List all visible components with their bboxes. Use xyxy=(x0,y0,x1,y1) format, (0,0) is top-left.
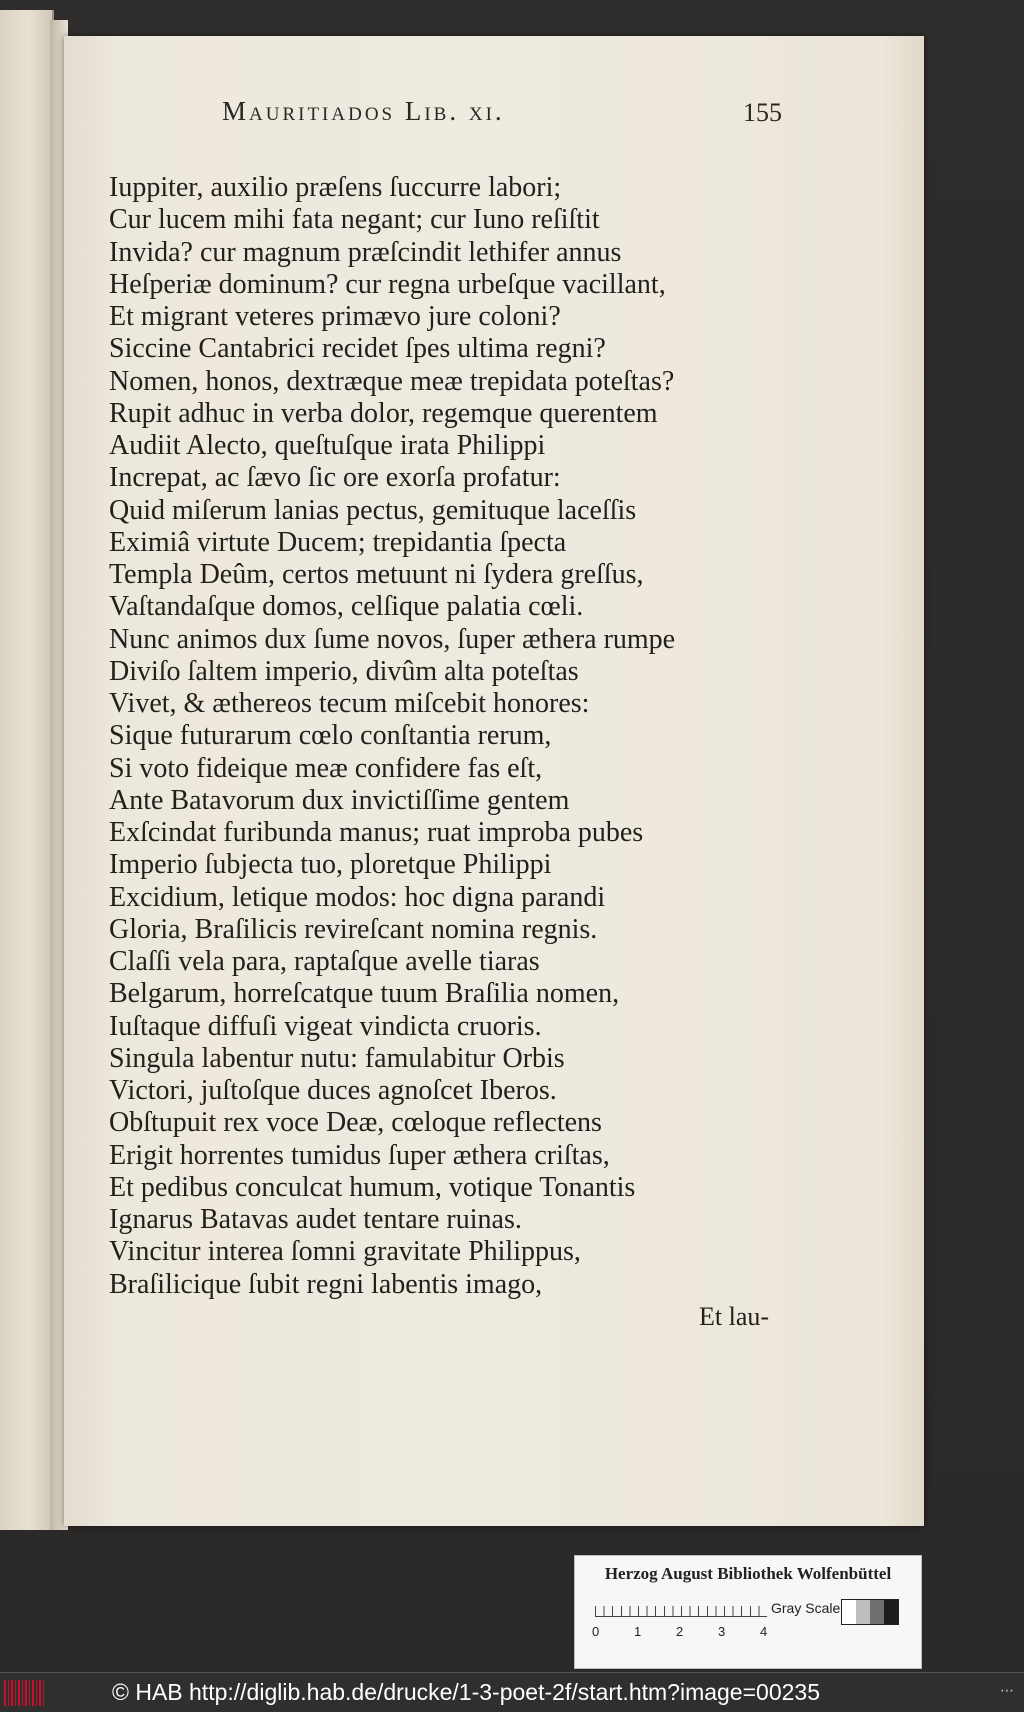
footer-bar xyxy=(0,1672,1024,1712)
verse-line: Obſtupuit rex voce Deæ, cœloque reflectens xyxy=(109,1107,602,1139)
verse-line: Iuſtaque diffuſi vigeat vindicta cruoris. xyxy=(109,1010,542,1042)
ruler-label: 4 xyxy=(760,1624,768,1639)
verse-line: Gloria, Braſilicis revireſcant nomina regnis. xyxy=(109,913,598,945)
verse-line: Increpat, ac ſævo ſic ore exorſa profatur: xyxy=(109,462,561,494)
hab-logo-icon[interactable] xyxy=(4,1680,46,1706)
verse-line: Singula labentur nutu: famulabitur Orbis xyxy=(109,1042,565,1074)
verse-line: Imperio ſubjecta tuo, ploretque Philippi xyxy=(109,849,552,881)
verse-line: Braſilicique ſubit regni labentis imago, xyxy=(109,1268,543,1300)
gray-scale-swatch xyxy=(841,1599,899,1625)
verse-line: Vivet, & æthereos tecum miſcebit honores: xyxy=(109,688,590,719)
verse-line: Templa Deûm, certos metuunt ni ſydera greſſus, xyxy=(109,559,644,590)
verse-line: Vincitur interea ſomni gravitate Philippus, xyxy=(109,1236,581,1268)
verse-line: Exſcindat furibunda manus; ruat improba pubes xyxy=(109,817,644,848)
verse-line: Nomen, honos, dextræque meæ trepidata poteſtas? xyxy=(109,365,675,397)
gray-scale-label: Gray Scale xyxy=(771,1600,841,1616)
verse-line: Iuppiter, auxilio præſens ſuccurre labori; xyxy=(109,172,562,203)
verse-line: Claſſi vela para, raptaſque avelle tiaras xyxy=(109,946,540,977)
verse-line: Si voto fideique meæ confidere fas eſt, xyxy=(109,752,543,784)
verse-line: Vaſtandaſque domos, celſique palatia cœli. xyxy=(109,591,584,623)
verse-line: Erigit horrentes tumidus ſuper æthera criſtas, xyxy=(109,1139,610,1171)
verse-line: Quid miſerum lanias pectus, gemituque laceſſis xyxy=(109,494,637,526)
more-icon[interactable]: ⋯ xyxy=(1000,1683,1014,1699)
page-header xyxy=(222,96,782,130)
color-scale-card xyxy=(574,1555,922,1669)
verse-line: Ante Batavorum dux invictiſſime gentem xyxy=(109,784,570,816)
ruler-label: 1 xyxy=(634,1624,642,1639)
verse-line: Cur lucem mihi fata negant; cur Iuno reſiſtit xyxy=(109,204,600,236)
verse-line: Sique futurarum cœlo conſtantia rerum, xyxy=(109,720,552,752)
previous-page-edge xyxy=(0,10,54,1530)
library-name: Herzog August Bibliothek Wolfenbüttel xyxy=(604,1564,892,1583)
verse-line: Diviſo ſaltem imperio, divûm alta poteſtas xyxy=(109,655,579,687)
verse-line: Siccine Cantabrici recidet ſpes ultima regni? xyxy=(109,333,606,365)
ruler-label: 3 xyxy=(718,1624,726,1639)
verse-line: Nunc animos dux ſume novos, ſuper æthera rumpe xyxy=(109,623,676,655)
catchword: Et lau- xyxy=(699,1302,770,1331)
verse-line: Victori, juſtoſque duces agnoſcet Iberos. xyxy=(109,1075,557,1106)
ruler-label: 0 xyxy=(592,1624,600,1639)
running-title: Mauritiados Lib. xi. xyxy=(222,96,505,126)
verse-line: Et migrant veteres primævo jure coloni? xyxy=(109,301,561,332)
verse-line: Audiit Alecto, queſtuſque irata Philippi xyxy=(109,430,546,461)
page-number: 155 xyxy=(743,98,782,127)
verse-line: Excidium, letique modos: hoc digna parandi xyxy=(109,881,606,913)
scale-ruler xyxy=(595,1594,767,1617)
source-link[interactable]: © HAB http://diglib.hab.de/drucke/1-3-poet-2f/start.htm?image=00235 xyxy=(112,1679,820,1705)
verse-line: Eximiâ virtute Ducem; trepidantia ſpecta xyxy=(109,526,567,558)
verse-line: Belgarum, horreſcatque tuum Braſilia nomen, xyxy=(109,978,620,1010)
verse-line: Rupit adhuc in verba dolor, regemque querentem xyxy=(109,397,658,429)
verse-line: Ignarus Batavas audet tentare ruinas. xyxy=(109,1204,522,1235)
ruler-label: 2 xyxy=(676,1624,684,1639)
verse-line: Invida? cur magnum præſcindit lethifer annus xyxy=(109,236,622,268)
verse-line: Et pedibus conculcat humum, votique Tonantis xyxy=(109,1171,636,1203)
verse-line: Heſperiæ dominum? cur regna urbeſque vacillant, xyxy=(109,268,666,300)
verse-list xyxy=(109,172,809,1301)
